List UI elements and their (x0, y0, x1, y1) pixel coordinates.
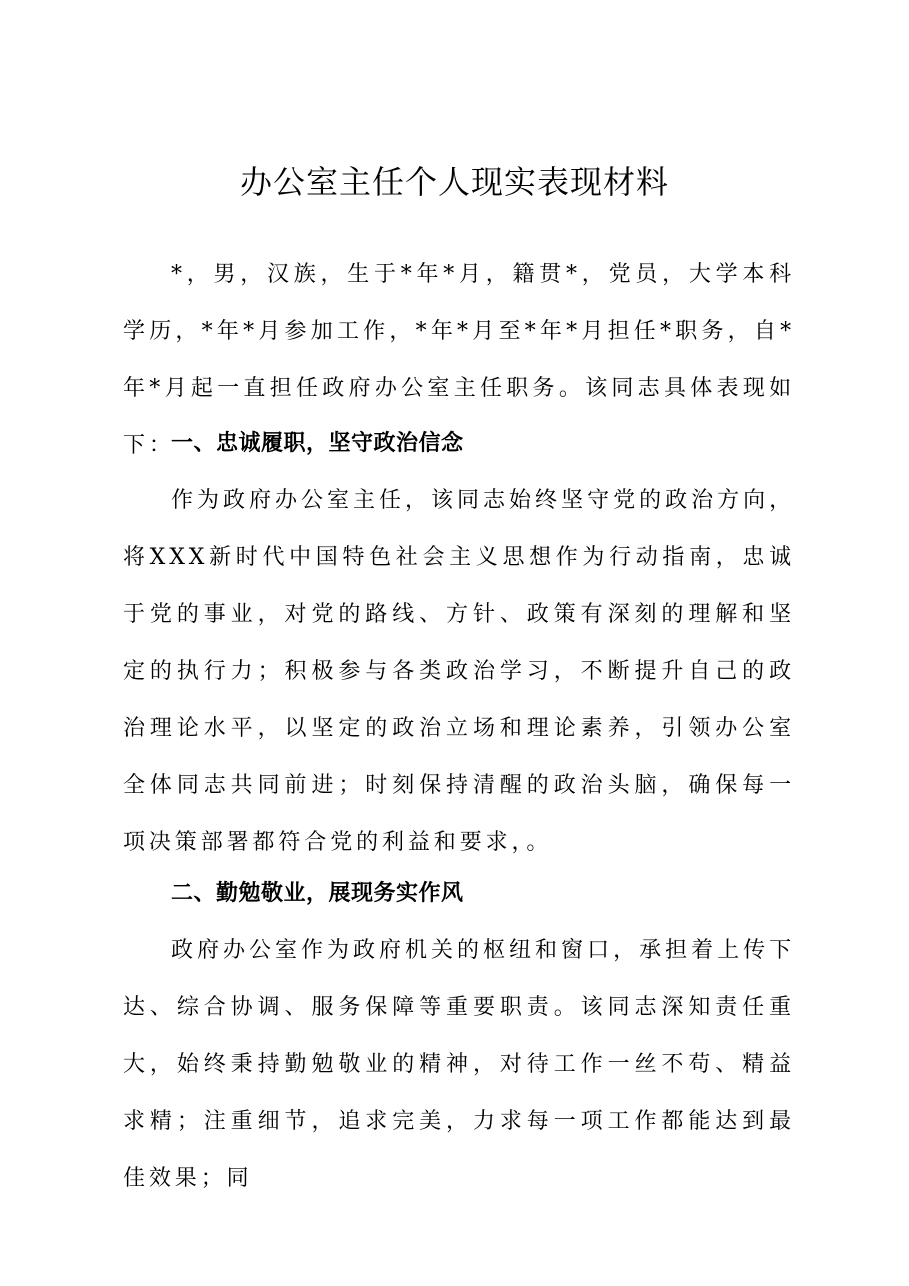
section-1-paragraph: 作为政府办公室主任，该同志始终坚守党的政治方向，将XXX新时代中国特色社会主义思想作为行动指南，忠诚于党的事业，对党的路线、方针、政策有深刻的理解和坚定的执行力；积极参与各类政治学习，不断提升自己的政治理论水平，以坚定的政治立场和理论素养，引领办公室全体同志共同前进；时刻保持清醒的政治头脑，确保每一项决策部署都符合党的利益和要求，。 (123, 488, 795, 855)
section-2-paragraph: 政府办公室作为政府机关的枢纽和窗口，承担着上传下达、综合协调、服务保障等重要职责。该同志深知责任重大，始终秉持勤勉敬业的精神，对待工作一丝不苟、精益求精；注重细节，追求完美，力求每一项工作都能达到最佳效果；同 (123, 938, 795, 1191)
section-2-heading: 二、勤勉敬业，展现务实作风 (171, 881, 464, 906)
section-1-heading: 一、忠诚履职，坚守政治信念 (171, 431, 464, 456)
document-title: 办公室主任个人现实表现材料 (239, 163, 669, 201)
intro-paragraph: *，男，汉族，生于*年*月，籍贯*，党员，大学本科学历，*年*月参加工作，*年*月至*年*月担任*职务，自*年*月起一直担任政府办公室主任职务。该同志具体表现如下： (123, 262, 795, 458)
